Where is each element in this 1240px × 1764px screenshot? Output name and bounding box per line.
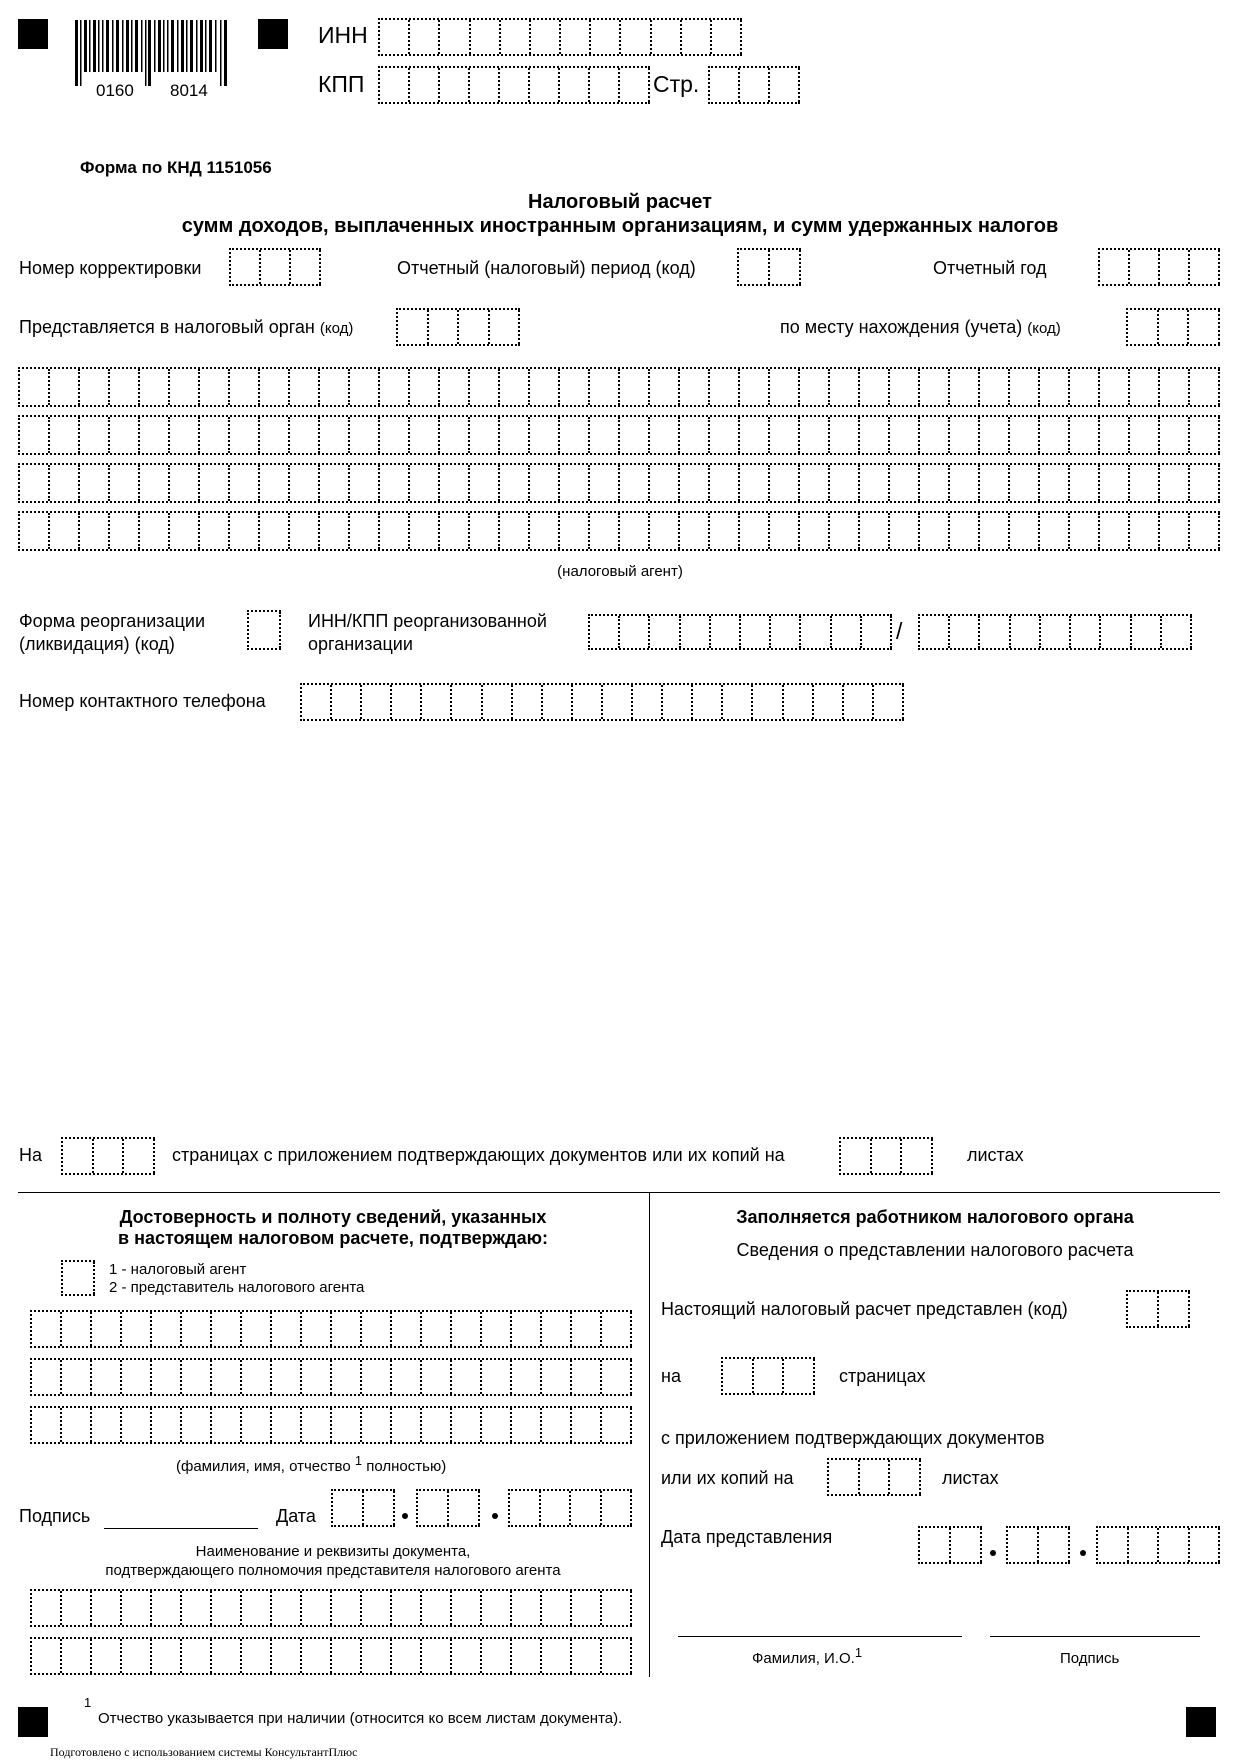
page-cells[interactable] <box>708 66 800 104</box>
barcode-number-right: 8014 <box>170 81 208 100</box>
confirm-title-line1: Достоверность и полноту сведений, указанных <box>119 1207 547 1227</box>
submitted-month-cells[interactable] <box>1006 1526 1070 1564</box>
pages-count-cells[interactable] <box>61 1137 155 1175</box>
form-title-line1: Налоговый расчет <box>528 191 712 213</box>
location-text: по месту нахождения (учета) <box>780 317 1023 337</box>
fio-caption-text-b: полностью) <box>366 1458 447 1475</box>
grid-row[interactable] <box>18 511 1220 551</box>
fio-caption <box>176 1453 447 1478</box>
location-code-text: (код) <box>1027 320 1061 337</box>
reorg-kpp-cells[interactable] <box>918 614 1192 650</box>
right-sheets-label: листах <box>942 1468 999 1488</box>
period-code-label: Отчетный (налоговый) период (код) <box>397 258 696 278</box>
report-year-cells[interactable] <box>1098 248 1220 286</box>
form-title-line2: сумм доходов, выплаченных иностранным организациям, и сумм удержанных налогов <box>181 215 1059 237</box>
submitted-date-separator-1 <box>990 1550 996 1556</box>
date-label: Дата <box>276 1506 316 1526</box>
kpp-label: КПП <box>318 71 365 97</box>
barcode <box>75 20 235 86</box>
submitted-date-separator-2 <box>1080 1550 1086 1556</box>
officer-fio-caption <box>752 1645 863 1670</box>
phone-cells[interactable] <box>300 683 904 721</box>
correction-number-label: Номер корректировки <box>19 258 202 278</box>
grid-row[interactable] <box>30 1406 632 1444</box>
footnote-text: Отчество указывается при наличии (относится ко всем листам документа). <box>98 1710 623 1727</box>
watermark: Подготовлено с использованием системы КонсультантПлюс <box>50 1745 358 1759</box>
option-tax-agent: 1 - налоговый агент <box>109 1261 247 1278</box>
officer-fio-footnote-ref: 1 <box>854 1645 863 1660</box>
submitted-year-cells[interactable] <box>1096 1526 1220 1564</box>
right-or-copies-label: или их копий на <box>661 1468 794 1488</box>
phone-label: Номер контактного телефона <box>19 691 266 711</box>
grid-row[interactable] <box>30 1358 632 1396</box>
right-with-docs-label: с приложением подтверждающих документов <box>661 1428 1045 1448</box>
period-code-cells[interactable] <box>737 248 801 286</box>
reorg-form-label <box>19 610 205 656</box>
grid-row[interactable] <box>18 463 1220 503</box>
reorg-form-line1: Форма реорганизации <box>19 611 205 631</box>
report-year-label: Отчетный год <box>933 258 1047 278</box>
grid-row[interactable] <box>18 415 1220 455</box>
fio-caption-text: (фамилия, имя, отчество <box>176 1458 351 1475</box>
tax-authority-label <box>19 316 353 340</box>
grid-row[interactable] <box>30 1589 632 1627</box>
date-separator-1 <box>402 1513 408 1519</box>
confirm-title-line2: в настоящем налоговом расчете, подтверждаю: <box>118 1228 548 1248</box>
reorg-slash: / <box>896 618 903 644</box>
authority-document-grid[interactable] <box>30 1589 632 1679</box>
confirmer-type-cell[interactable] <box>61 1260 95 1296</box>
inn-label: ИНН <box>318 22 368 48</box>
submitted-day-cells[interactable] <box>918 1526 982 1564</box>
reorg-form-cells[interactable] <box>247 610 281 650</box>
page-label: Стр. <box>653 71 700 97</box>
reorg-inn-label <box>308 610 547 656</box>
signature-line[interactable] <box>104 1528 258 1529</box>
officer-fio-line[interactable] <box>678 1636 962 1637</box>
reorg-form-line2: (ликвидация) (код) <box>19 634 175 654</box>
pages-with-docs-label: страницах с приложением подтверждающих документов или их копий на <box>172 1145 785 1165</box>
right-pages-label: страницах <box>839 1366 926 1386</box>
tax-officer-title: Заполняется работником налогового органа <box>736 1207 1134 1227</box>
date-separator-2 <box>492 1513 498 1519</box>
tax-authority-code-text: (код) <box>319 320 354 337</box>
option-representative: 2 - представитель налогового агента <box>109 1279 365 1296</box>
corner-marker-bottom-right <box>1186 1707 1216 1737</box>
date-day-cells[interactable] <box>331 1489 395 1527</box>
fio-footnote-ref: 1 <box>354 1453 363 1468</box>
date-year-cells[interactable] <box>508 1489 632 1527</box>
sheets-count-cells[interactable] <box>839 1137 933 1175</box>
footnote-mark: 1 <box>84 1695 92 1710</box>
officer-fio-text: Фамилия, И.О. <box>752 1650 855 1667</box>
tax-officer-subtitle: Сведения о представлении налогового расчета <box>736 1240 1134 1260</box>
tax-agent-caption: (налоговый агент) <box>557 563 683 580</box>
barcode-number-left: 0160 <box>96 81 134 100</box>
date-month-cells[interactable] <box>416 1489 480 1527</box>
right-on-label: на <box>661 1366 681 1386</box>
reorg-inn-line2: организации <box>308 634 413 654</box>
date-submitted-label: Дата представления <box>661 1527 833 1547</box>
corner-marker-top-right <box>258 19 288 49</box>
grid-row[interactable] <box>30 1637 632 1675</box>
pages-on-label: На <box>19 1145 43 1165</box>
reorg-inn-line1: ИНН/КПП реорганизованной <box>308 611 547 631</box>
reorg-inn-cells[interactable] <box>588 614 892 650</box>
officer-signature-caption: Подпись <box>1060 1650 1120 1667</box>
officer-signature-line[interactable] <box>990 1636 1200 1637</box>
section-divider-horizontal <box>18 1192 1220 1193</box>
fio-grid[interactable] <box>30 1310 632 1444</box>
signature-label: Подпись <box>19 1506 91 1526</box>
tax-agent-name-grid[interactable] <box>18 367 1220 553</box>
inn-cells[interactable] <box>378 18 742 56</box>
submitted-code-cells[interactable] <box>1126 1290 1190 1328</box>
tax-authority-cells[interactable] <box>396 308 520 346</box>
corner-marker-bottom-left <box>18 1707 48 1737</box>
tax-authority-text: Представляется в налоговый орган <box>19 317 315 337</box>
doc-caption-line2: подтверждающего полномочия представителя налогового агента <box>105 1562 561 1579</box>
location-label <box>780 316 1061 340</box>
location-cells[interactable] <box>1126 308 1220 346</box>
corner-marker-top-left <box>18 19 48 49</box>
grid-row[interactable] <box>30 1310 632 1348</box>
right-sheets-cells[interactable] <box>827 1458 921 1496</box>
submitted-code-label: Настоящий налоговый расчет представлен (код) <box>661 1299 1068 1319</box>
section-divider-vertical <box>649 1192 650 1677</box>
form-knd: Форма по КНД 1151056 <box>80 158 272 177</box>
correction-number-cells[interactable] <box>229 248 321 286</box>
kpp-cells[interactable] <box>378 66 650 104</box>
sheets-label: листах <box>967 1145 1024 1165</box>
right-pages-cells[interactable] <box>721 1357 815 1395</box>
grid-row[interactable] <box>18 367 1220 407</box>
doc-caption-line1: Наименование и реквизиты документа, <box>195 1543 471 1560</box>
